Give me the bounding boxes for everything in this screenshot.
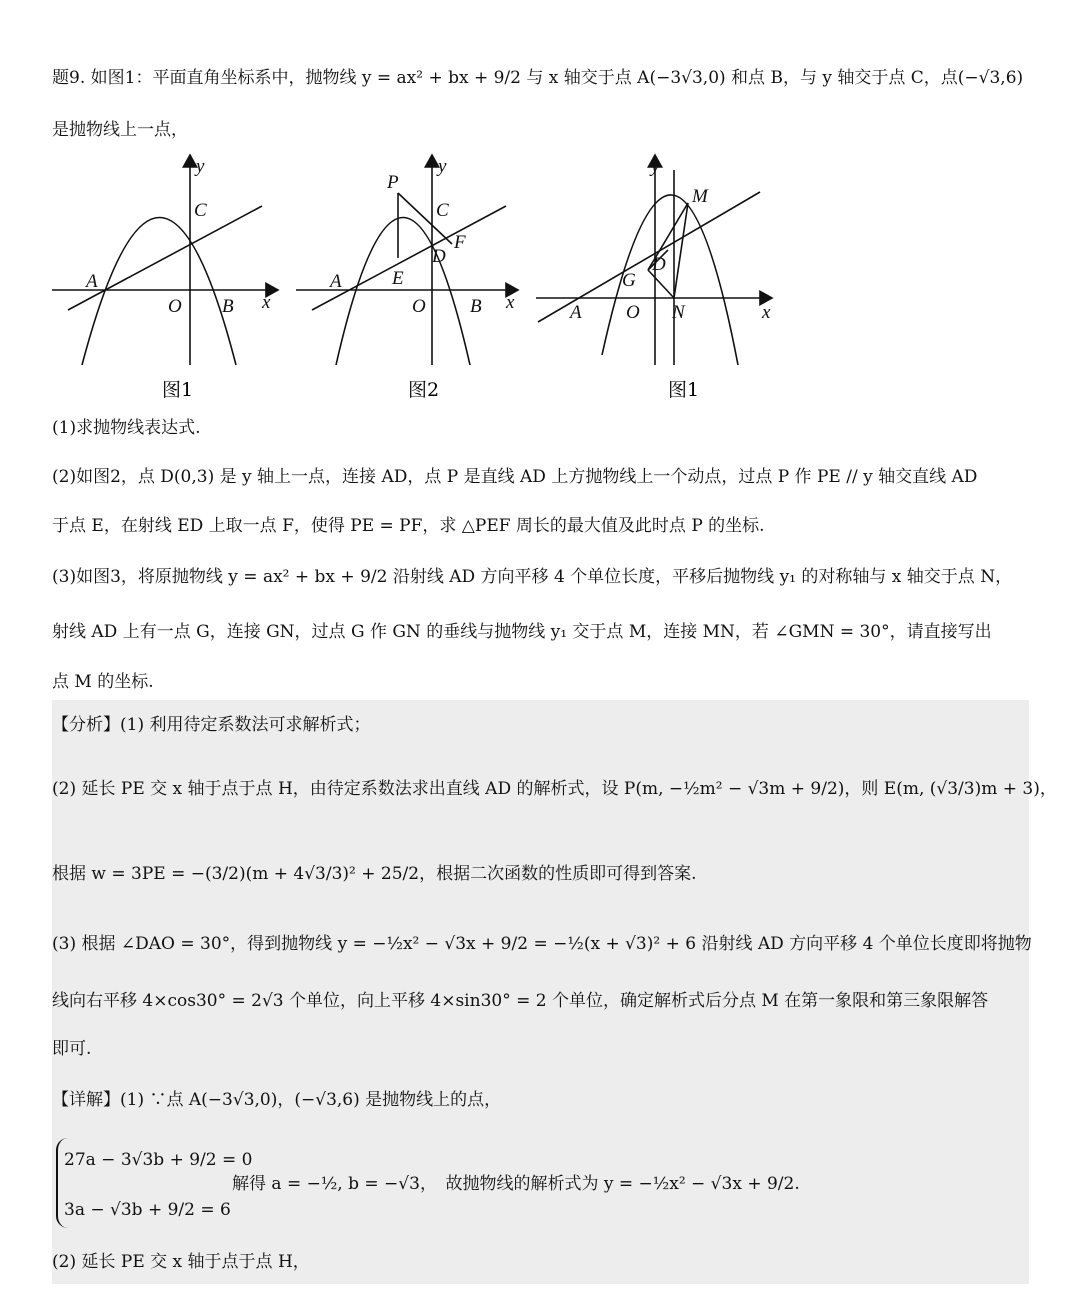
analysis-3-line-2: 线向右平移 4×cos30° = 2√3 个单位，向上平移 4×sin30° = 2 个单位，确定解析式后分点 M 在第一象限和第三象限解答 — [52, 991, 989, 1011]
question-2-line-1: (2)如图2，点 D(0,3) 是 y 轴上一点，连接 AD，点 P 是直线 AD 上方抛物线上一个动点，过点 P 作 PE // y 轴交直线 AD — [52, 467, 978, 487]
analysis-1: 【分析】(1) 利用待定系数法可求解析式； — [52, 715, 371, 735]
problem-line-1: 题9. 如图1：平面直角坐标系中，抛物线 y = ax² + bx + 9/2 与 x 轴交于点 A(−3√3,0) 和点 B，与 y 轴交于点 C，点(−√3,6) — [52, 68, 1024, 88]
fig2-caption: 图2 — [408, 379, 440, 401]
fig3-label-d: D — [652, 254, 666, 275]
analysis-3-line-1: (3) 根据 ∠DAO = 30°，得到抛物线 y = −½x² − √3x + 9/2 = −½(x + √3)² + 6 沿射线 AD 方向平移 4 个单位长度即将抛物 — [52, 934, 1032, 954]
fig3-label-m: M — [692, 186, 708, 207]
figures — [40, 150, 800, 412]
fig3-caption: 图1 — [668, 379, 700, 401]
fig3-label-y: y — [651, 156, 660, 177]
figure-2 — [296, 155, 518, 365]
fig2-label-o: O — [412, 296, 426, 317]
fig3-label-g: G — [622, 270, 636, 291]
fig2-label-e: E — [392, 268, 404, 289]
question-3-line-1: (3)如图3，将原抛物线 y = ax² + bx + 9/2 沿射线 AD 方向平移 4 个单位长度，平移后抛物线 y₁ 的对称轴与 x 轴交于点 N， — [52, 567, 1013, 587]
fig1-label-y: y — [196, 156, 205, 177]
fig2-label-y: y — [438, 156, 447, 177]
question-1: (1)求抛物线表达式. — [52, 418, 201, 438]
solution-result: 解得 a = −½, b = −√3， 故抛物线的解析式为 y = −½x² − √3x + 9/2. — [232, 1174, 800, 1194]
fig2-label-f: F — [454, 232, 466, 253]
fig1-label-c: C — [194, 200, 207, 221]
equation-2: 3a − √3b + 9/2 = 6 — [64, 1200, 231, 1220]
fig2-label-d: D — [432, 246, 446, 267]
fig1-label-b: B — [222, 296, 234, 317]
fig1-label-o: O — [168, 296, 182, 317]
analysis-2-line-1: (2) 延长 PE 交 x 轴于点于点 H，由待定系数法求出直线 AD 的解析式，设 P(m, −½m² − √3m + 9/2)，则 E(m, (√3/3)m + 3)， — [52, 779, 1057, 799]
fig1-caption: 图1 — [162, 379, 194, 401]
detail-1: 【详解】(1) ∵点 A(−3√3,0)，(−√3,6) 是抛物线上的点， — [52, 1090, 502, 1110]
fig3-label-a: A — [570, 302, 582, 323]
fig1-label-x: x — [262, 292, 271, 313]
analysis-3-line-3: 即可. — [52, 1039, 92, 1059]
question-2-line-2: 于点 E，在射线 ED 上取一点 F，使得 PE = PF，求 △PEF 周长的最大值及此时点 P 的坐标. — [52, 516, 765, 536]
question-3-line-3: 点 M 的坐标. — [52, 672, 154, 692]
fig3-label-x: x — [762, 302, 771, 323]
fig2-label-b: B — [470, 296, 482, 317]
fig2-label-a: A — [330, 271, 342, 292]
fig2-label-c: C — [436, 200, 449, 221]
fig3-label-n: N — [672, 302, 685, 323]
question-3-line-2: 射线 AD 上有一点 G，连接 GN，过点 G 作 GN 的垂线与抛物线 y₁ 交于点 M，连接 MN，若 ∠GMN = 30°，请直接写出 — [52, 622, 992, 642]
detail-2: (2) 延长 PE 交 x 轴于点于点 H， — [52, 1252, 310, 1272]
figure-1 — [52, 155, 278, 365]
fig1-label-a: A — [86, 271, 98, 292]
fig2-label-p: P — [387, 172, 399, 193]
analysis-2-line-2: 根据 w = 3PE = −(3/2)(m + 4√3/3)² + 25/2，根据二次函数的性质即可得到答案. — [52, 864, 697, 884]
fig2-label-x: x — [506, 292, 515, 313]
equation-1: 27a − 3√3b + 9/2 = 0 — [64, 1150, 253, 1170]
problem-line-2: 是抛物线上一点， — [52, 120, 188, 140]
fig3-label-o: O — [626, 302, 640, 323]
